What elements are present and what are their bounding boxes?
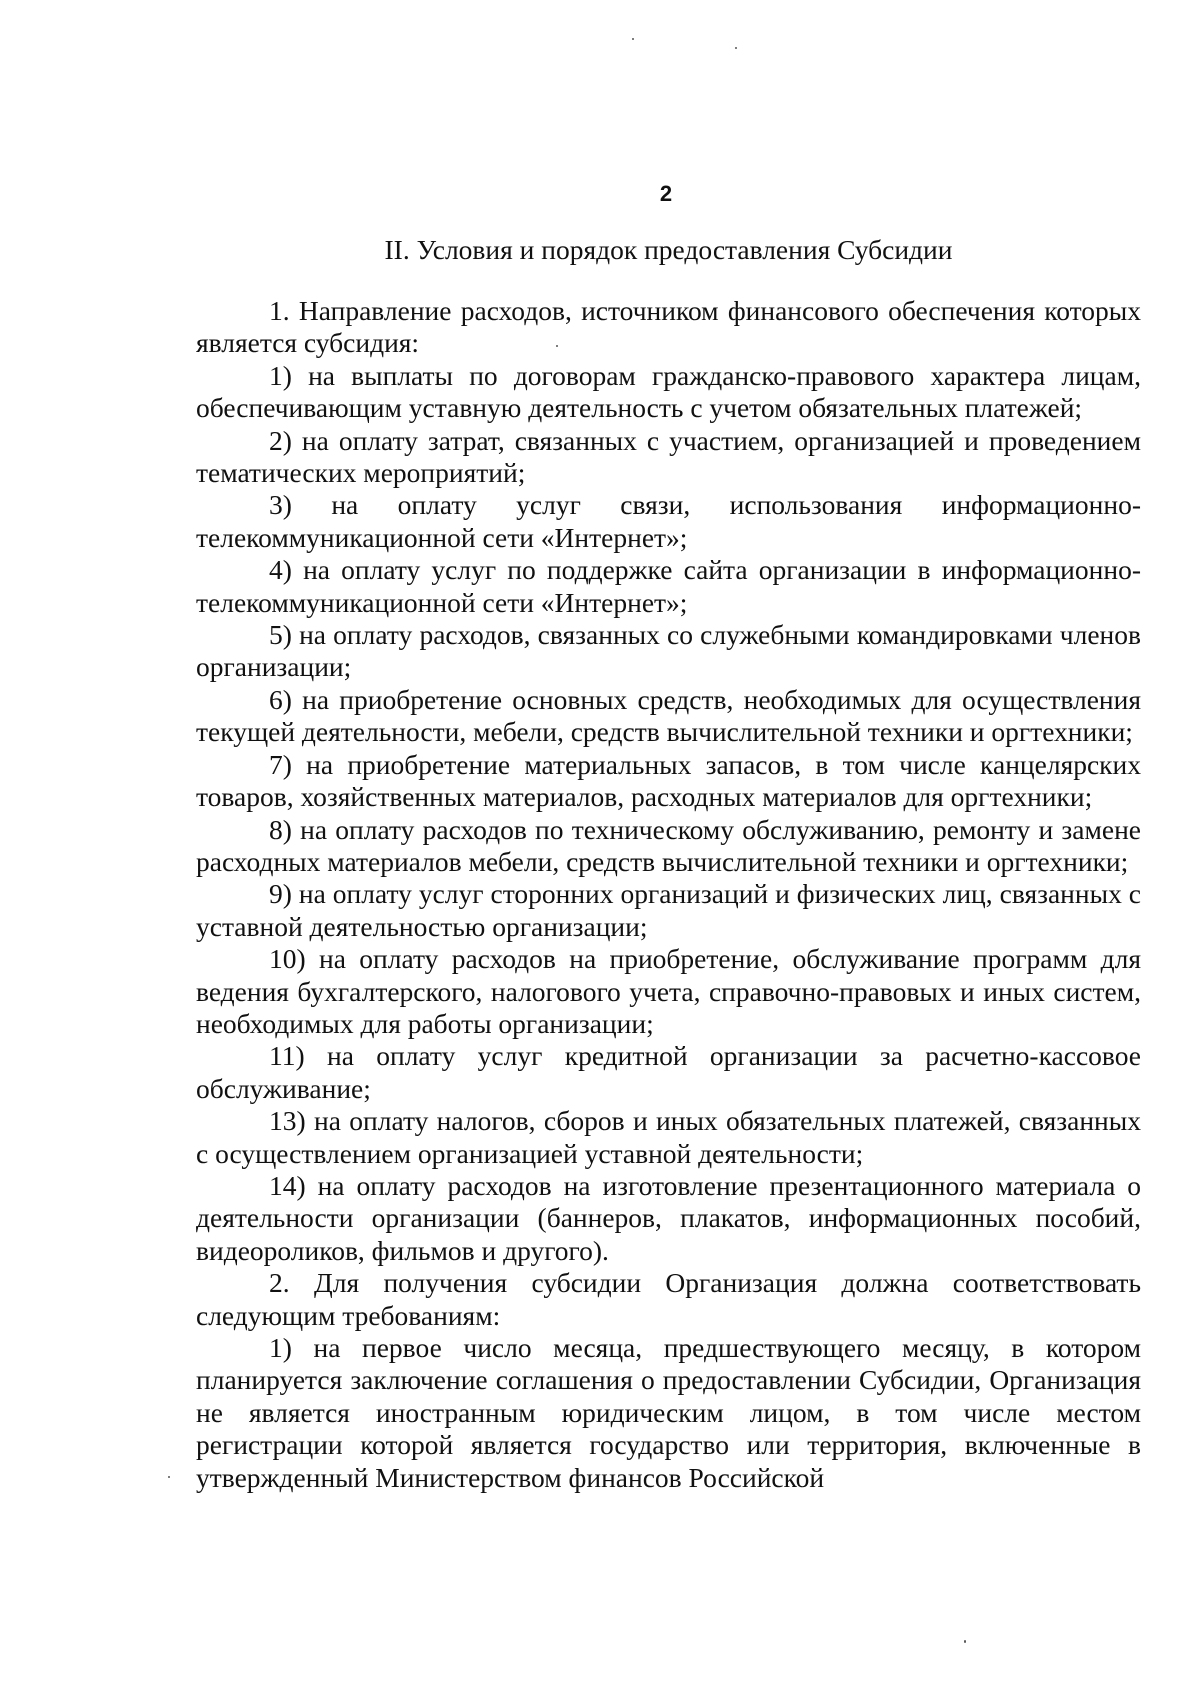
page-number: 2 (659, 181, 673, 206)
paragraph: 14) на оплату расходов на изготовление презентационного материала о деятельности организации (баннеров, плакатов, информационных пособий, видеороликов, фильмов и другого). (196, 1169, 1141, 1266)
paragraph: 1) на первое число месяца, предшествующего месяцу, в котором планируется заключение соглашения о предоставлении Субсидии, Организация не является иностранным юридическим лицом, в том числе местом регистрации которой является государство или территория, включенные в утвержденный Министерством финансов Российской (196, 1332, 1141, 1493)
paragraph: 6) на приобретение основных средств, необходимых для осуществления текущей деятельности, мебели, средств вычислительной техники и оргтехники; (196, 683, 1141, 748)
scan-speck (632, 38, 634, 40)
document-body (196, 295, 1141, 1494)
paragraph: 7) на приобретение материальных запасов, в том числе канцелярских товаров, хозяйственных материалов, расходных материалов для оргтехники; (196, 748, 1141, 813)
scan-speck (964, 1640, 966, 1643)
paragraph: 1) на выплаты по договорам гражданско-правового характера лицам, обеспечивающим уставную деятельность с учетом обязательных платежей; (196, 359, 1141, 424)
paragraph: 3) на оплату услуг связи, использования информационно-телекоммуникационной сети «Интернет»; (196, 489, 1141, 553)
scan-speck (735, 47, 737, 49)
scan-speck (168, 1476, 170, 1478)
paragraph: 1. Направление расходов, источником финансового обеспечения которых является субсидия: (196, 295, 1141, 359)
paragraph: 9) на оплату услуг сторонних организаций и физических лиц, связанных с уставной деятельностью организации; (196, 878, 1141, 942)
paragraph: 10) на оплату расходов на приобретение, обслуживание программ для ведения бухгалтерского, налогового учета, справочно-правовых и иных систем, необходимых для работы организации; (196, 943, 1141, 1039)
paragraph: 8) на оплату расходов по техническому обслуживанию, ремонту и замене расходных материалов мебели, средств вычислительной техники и оргтехники; (196, 813, 1141, 877)
paragraph: 4) на оплату услуг по поддержке сайта организации в информационно-телекоммуникационной сети «Интернет»; (196, 554, 1141, 618)
paragraph: 13) на оплату налогов, сборов и иных обязательных платежей, связанных с осуществлением организацией уставной деятельности; (196, 1105, 1141, 1169)
paragraph: 5) на оплату расходов, связанных со служебными командировками членов организации; (196, 619, 1141, 683)
paragraph: 11) на оплату услуг кредитной организации за расчетно-кассовое обслуживание; (196, 1040, 1141, 1104)
paragraph: 2) на оплату затрат, связанных с участием, организацией и проведением тематических мероприятий; (196, 424, 1141, 489)
section-title: II. Условия и порядок предоставления Субсидии (384, 234, 953, 265)
paragraph: 2. Для получения субсидии Организация должна соответствовать следующим требованиям: (196, 1267, 1141, 1331)
